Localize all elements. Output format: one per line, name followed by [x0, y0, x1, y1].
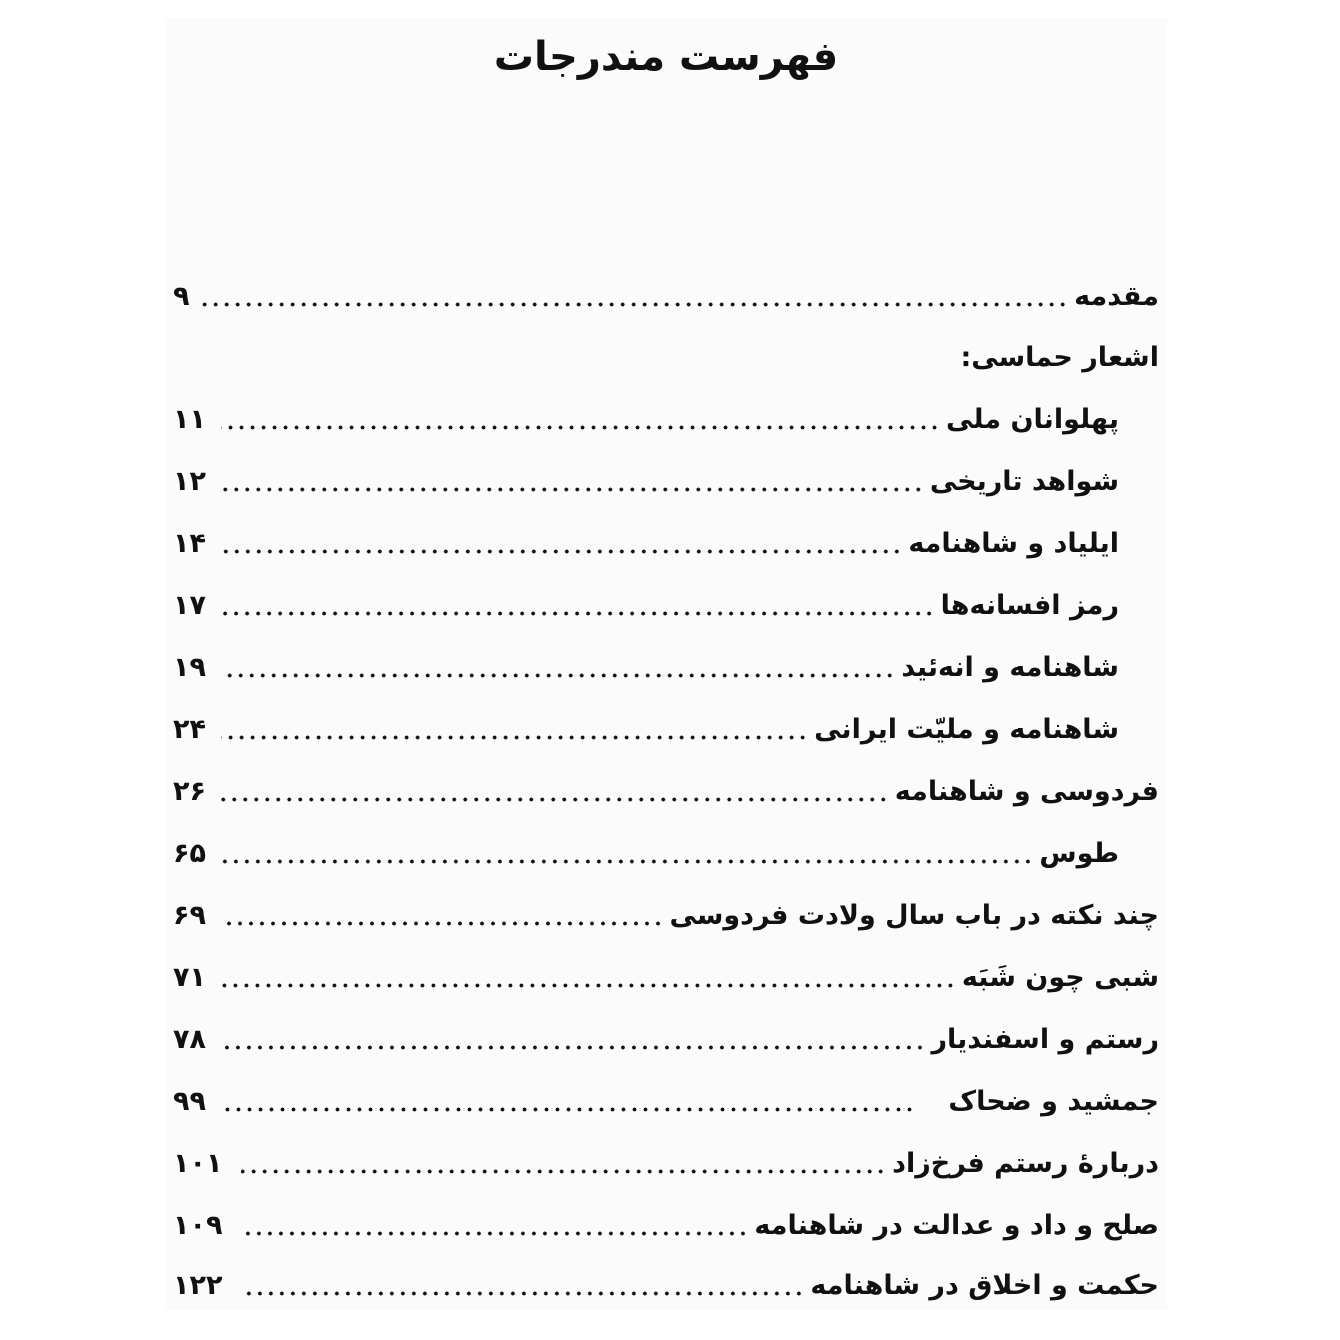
dot-leader — [221, 1107, 915, 1112]
toc-entry-page: ۱۲ — [173, 466, 206, 497]
dot-leader — [221, 1045, 925, 1050]
toc-entry-page: ۶۵ — [173, 838, 206, 869]
toc-entry-label: شبی چون شَبَه — [961, 962, 1159, 993]
toc-entry — [165, 894, 1167, 938]
toc-entry-page: ۲۶ — [173, 776, 206, 807]
toc-entry — [165, 522, 1167, 566]
dot-leader — [221, 611, 935, 616]
toc-entry — [165, 646, 1167, 690]
dot-leader — [221, 797, 889, 802]
toc-entry-label: جمشید و ضحاک — [948, 1086, 1159, 1117]
dot-leader — [221, 735, 808, 740]
toc-entry — [165, 460, 1167, 504]
toc-entry — [165, 1142, 1167, 1186]
toc-entry-page: ۹۹ — [173, 1086, 206, 1117]
toc-entry-label: چند نکته در باب سال ولادت فردوسی — [669, 900, 1159, 931]
toc-entry-page: ۷۱ — [173, 962, 206, 993]
section-heading-label: اشعار حماسی: — [960, 342, 1159, 373]
toc-section-heading — [165, 336, 1167, 380]
toc-entry-page: ۶۹ — [173, 900, 206, 931]
toc-entry-label: شاهنامه و ملیّت ایرانی — [814, 714, 1119, 745]
toc-entry — [165, 398, 1167, 442]
toc-entry-page: ۱۰۹ — [173, 1210, 223, 1241]
dot-leader — [221, 921, 664, 926]
dot-leader — [241, 1169, 886, 1174]
toc-entry-label: رستم و اسفندیار — [931, 1024, 1159, 1055]
toc-entry-page: ۱۹ — [173, 652, 206, 683]
toc-entry-page: ۱۱ — [173, 404, 206, 435]
dot-leader — [221, 425, 940, 430]
toc-entry — [165, 1264, 1167, 1308]
dot-leader — [221, 549, 902, 554]
book-page — [165, 18, 1167, 1310]
toc-entry-page: ۱۴ — [173, 528, 206, 559]
toc-entry — [165, 1080, 1167, 1124]
toc-entry-label: رمز افسانه‌ها — [940, 590, 1119, 621]
page-title: فهرست مندرجات — [493, 34, 839, 80]
toc-entry-page: ۱۲۲ — [173, 1270, 223, 1301]
dot-leader — [241, 1291, 804, 1296]
toc-entry — [165, 832, 1167, 876]
toc-entry-label: شاهنامه و انه‌ئید — [901, 652, 1119, 683]
dot-leader — [221, 983, 956, 988]
toc-entry-page: ۱۰۱ — [173, 1148, 223, 1179]
toc-entry-label: مقدمه — [1074, 281, 1159, 312]
toc-entry-label: پهلوانان ملی — [946, 404, 1119, 435]
toc-entry — [165, 708, 1167, 752]
toc-entry-label: دربارهٔ رستم فرخ‌زاد — [892, 1148, 1159, 1179]
dot-leader — [221, 673, 895, 678]
toc-entry-page: ۷۸ — [173, 1024, 206, 1055]
toc-entry-label: فردوسی و شاهنامه — [894, 776, 1159, 807]
toc-entry-page: ۹ — [173, 281, 190, 312]
toc-entry-label: حکمت و اخلاق در شاهنامه — [810, 1270, 1159, 1301]
dot-leader — [241, 1231, 748, 1236]
toc-entry — [165, 584, 1167, 628]
toc-entry — [165, 275, 1167, 319]
dot-leader — [221, 487, 924, 492]
toc-entry-page: ۲۴ — [173, 714, 206, 745]
toc-entry-label: طوس — [1039, 838, 1119, 869]
toc-entry-label: صلح و داد و عدالت در شاهنامه — [754, 1210, 1159, 1241]
toc-entry-page: ۱۷ — [173, 590, 206, 621]
toc-entry — [165, 1018, 1167, 1062]
dot-leader — [199, 302, 1068, 307]
toc-entry — [165, 956, 1167, 1000]
toc-entry-label: ایلیاد و شاهنامه — [908, 528, 1119, 559]
dot-leader — [221, 859, 1033, 864]
toc-entry-label: شواهد تاریخی — [929, 466, 1119, 497]
toc-entry — [165, 1204, 1167, 1248]
toc-entry — [165, 770, 1167, 814]
